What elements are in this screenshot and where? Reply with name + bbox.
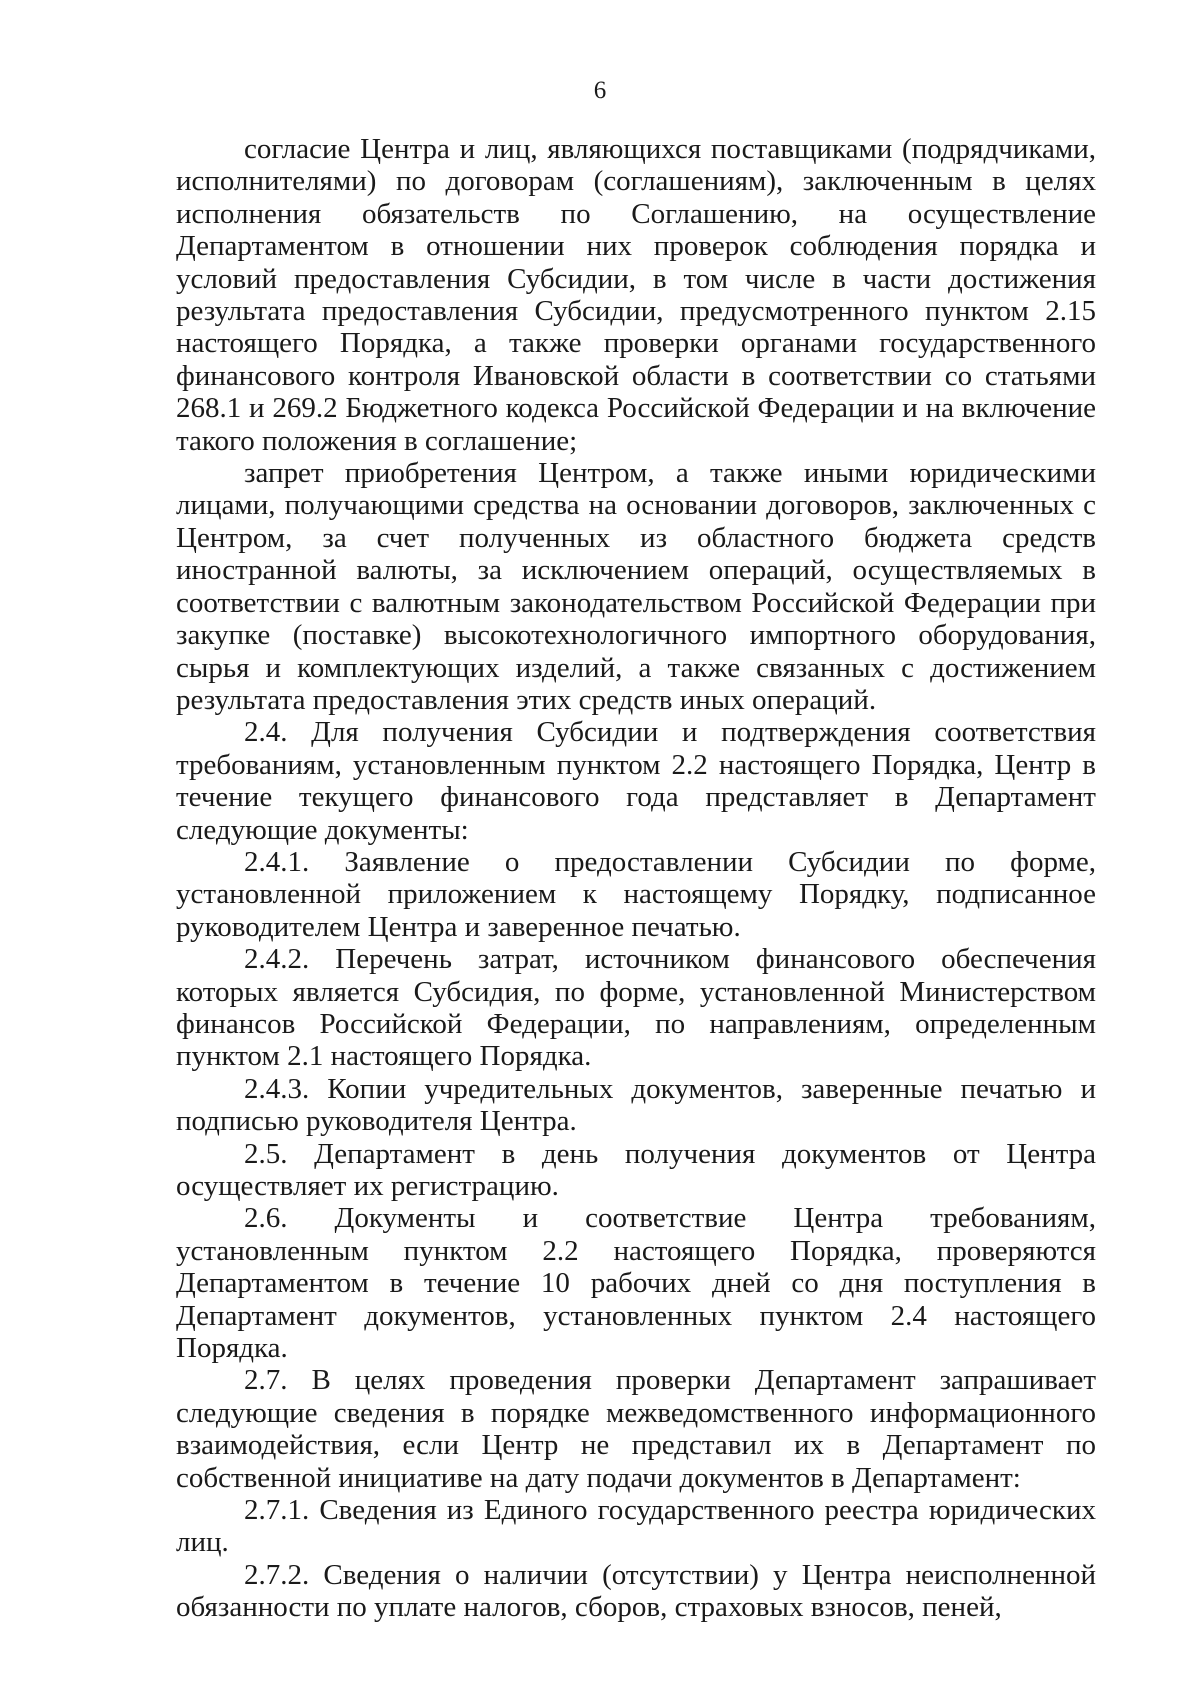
document-body xyxy=(176,133,1096,1624)
paragraph-2-7-2: 2.7.2. Сведения о наличии (отсутствии) у Центра неисполненной обязанности по уплате налогов, сборов, страховых взносов, пеней, xyxy=(176,1558,1096,1624)
paragraph-consent: согласие Центра и лиц, являющихся поставщиками (подрядчиками, исполнителями) по договорам (соглашениям), заключенным в целях исполнения обязательств по Соглашению, на осуществление Департаментом в отношении них проверок соблюдения порядка и условий предоставления Субсидии, в том числе в части достижения результата предоставления Субсидии, предусмотренного пунктом 2.15 настоящего Порядка, а также проверки органами государственного финансового контроля Ивановской области в соответствии со статьями 268.1 и 269.2 Бюджетного кодекса Российской Федерации и на включение такого положения в соглашение; xyxy=(176,133,1096,457)
paragraph-2-7-1: 2.7.1. Сведения из Единого государственного реестра юридических лиц. xyxy=(176,1494,1096,1559)
paragraph-2-4-2: 2.4.2. Перечень затрат, источником финансового обеспечения которых является Субсидия, по форме, установленной Министерством финансов Российской Федерации, по направлениям, определенным пунктом 2.1 настоящего Порядка. xyxy=(176,943,1096,1073)
paragraph-2-7: 2.7. В целях проведения проверки Департамент запрашивает следующие сведения в порядке межведомственного информационного взаимодействия, если Центр не представил их в Департамент по собственной инициативе на дату подачи документов в Департамент: xyxy=(176,1364,1096,1494)
paragraph-2-4-3: 2.4.3. Копии учредительных документов, заверенные печатью и подписью руководителя Центра. xyxy=(176,1072,1096,1138)
paragraph-2-4-1: 2.4.1. Заявление о предоставлении Субсидии по форме, установленной приложением к настоящему Порядку, подписанное руководителем Центра и заверенное печатью. xyxy=(176,845,1096,943)
page-number: 6 xyxy=(593,77,607,104)
paragraph-2-6: 2.6. Документы и соответствие Центра требованиям, установленным пунктом 2.2 настоящего Порядка, проверяются Департаментом в течение 10 рабочих дней со дня поступления в Департамент документов, установленных пунктом 2.4 настоящего Порядка. xyxy=(176,1202,1096,1365)
paragraph-currency-ban: запрет приобретения Центром, а также иными юридическими лицами, получающими средства на основании договоров, заключенных с Центром, за счет полученных из областного бюджета средств иностранной валюты, за исключением операций, осуществляемых в соответствии с валютным законодательством Российской Федерации при закупке (поставке) высокотехнологичного импортного оборудования, сырья и комплектующих изделий, а также связанных с достижением результата предоставления этих средств иных операций. xyxy=(176,457,1096,716)
paragraph-2-5: 2.5. Департамент в день получения документов от Центра осуществляет их регистрацию. xyxy=(176,1137,1096,1202)
paragraph-2-4: 2.4. Для получения Субсидии и подтверждения соответствия требованиям, установленным пунктом 2.2 настоящего Порядка, Центр в течение текущего финансового года представляет в Департамент следующие документы: xyxy=(176,716,1096,846)
